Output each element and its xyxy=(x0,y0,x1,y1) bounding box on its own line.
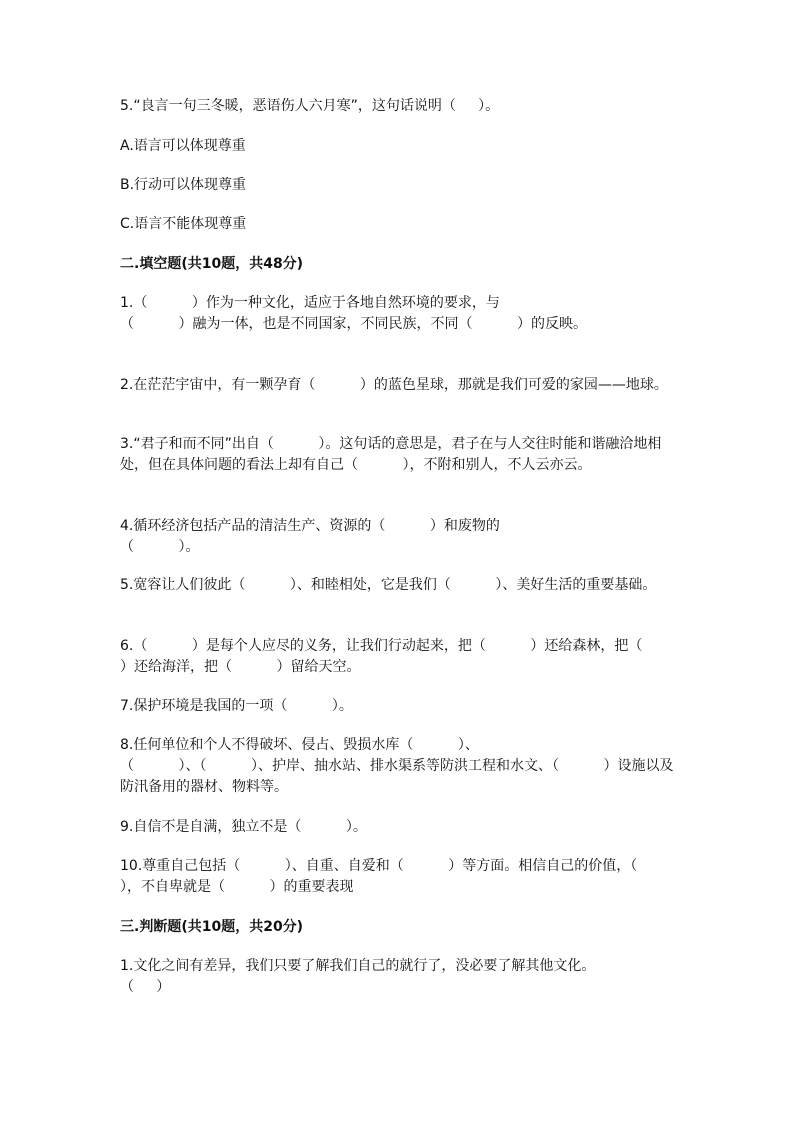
mc-option-b: B.行动可以体现尊重 xyxy=(120,177,247,193)
section-heading-fill-in: 二.填空题(共10题，共48分) xyxy=(120,256,304,272)
fill-question-10: 10.尊重自己包括（ ）、自重、自爱和（ ）等方面。相信自己的价值，（ ），不自卑就是（ ）的重要表现 xyxy=(120,858,682,895)
fill-question-6: 6.（ ）是每个人应尽的义务，让我们行动起来，把（ ）还给森林，把（ ）还给海洋，把（ ）留给天空。 xyxy=(120,638,687,675)
judge-question-1: 1.文化之间有差异，我们只要了解我们自己的就行了，没必要了解其他文化。 （ ） xyxy=(120,958,596,995)
fill-question-4: 4.循环经济包括产品的清洁生产、资源的（ ）和废物的 （ ）。 xyxy=(120,518,500,555)
fill-question-8: 8.任何单位和个人不得破坏、侵占、毁损水库（ ）、 （ ）、（ ）、护岸、抽水站、排水渠系等防洪工程和水文、（ ）设施以及防汛备用的器材、物料等。 xyxy=(120,737,674,795)
fill-question-7: 7.保护环境是我国的一项（ ）。 xyxy=(120,698,353,714)
fill-question-5: 5.宽容让人们彼此（ ）、和睦相处，它是我们（ ）、美好生活的重要基础。 xyxy=(120,577,657,593)
section-heading-true-false: 三.判断题(共10题，共20分) xyxy=(120,919,304,935)
fill-question-9: 9.自信不是自满，独立不是（ ）。 xyxy=(120,819,367,835)
fill-question-2: 2.在茫茫宇宙中，有一颗孕育（ ）的蓝色星球，那就是我们可爱的家园——地球。 xyxy=(120,377,668,393)
fill-question-1: 1.（ ）作为一种文化，适应于各地自然环境的要求，与 （ ）融为一体，也是不同国家，不同民族，不同（ ）的反映。 xyxy=(120,295,588,332)
fill-question-3: 3.“君子和而不同”出自（ ）。这句话的意思是，君子在与人交往时能和谐融洽地相处，但在具体问题的看法上却有自己（ ），不附和别人，不人云亦云。 xyxy=(120,436,662,473)
mc-option-c: C.语言不能体现尊重 xyxy=(120,216,247,232)
mc-option-a: A.语言可以体现尊重 xyxy=(120,138,246,154)
mc-question-stem: 5.“良言一句三冬暖，恶语伤人六月寒”，这句话说明（ ）。 xyxy=(120,98,500,114)
